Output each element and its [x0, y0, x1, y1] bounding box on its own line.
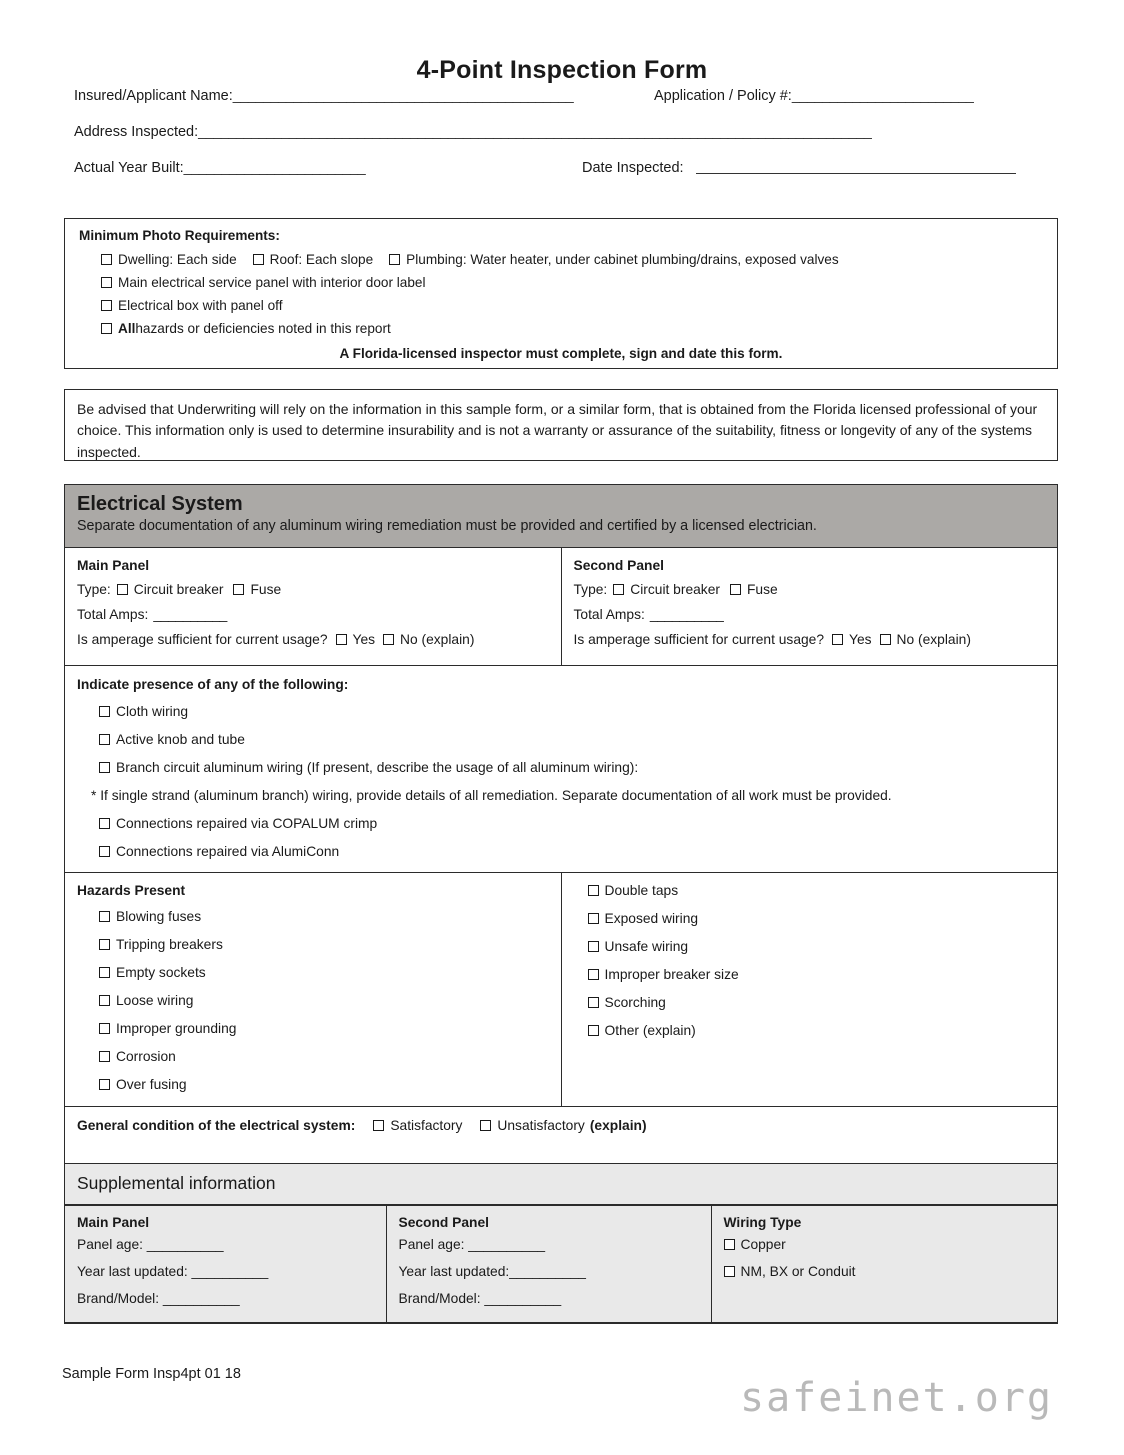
date-inspected-input[interactable]: [696, 173, 1016, 174]
supplemental-main-panel-age[interactable]: Panel age: __________: [77, 1236, 224, 1252]
hazard-unsafe-wiring-label: Unsafe wiring: [604, 938, 689, 954]
second-panel-amps-label: Total Amps:: [573, 606, 645, 622]
main-panel-type-label: Type:: [77, 581, 111, 597]
hazard-empty-sockets-label: Empty sockets: [116, 964, 206, 980]
supplemental-main-panel-cell: [65, 1205, 386, 1322]
checkbox-icon[interactable]: [101, 323, 112, 334]
general-condition-row: [65, 1106, 1058, 1163]
main-panel-amps-label: Total Amps:: [77, 606, 149, 622]
hazard-corrosion[interactable]: [99, 1049, 549, 1064]
indicate-copalum-crimp[interactable]: [99, 816, 1045, 831]
hazards-left-cell: [65, 872, 562, 1106]
checkbox-icon[interactable]: [383, 634, 394, 645]
supplemental-main-panel-title: Main Panel: [77, 1214, 150, 1230]
checkbox-icon[interactable]: [99, 734, 110, 745]
photo-check-main-panel[interactable]: [101, 275, 1043, 290]
checkbox-icon[interactable]: [99, 846, 110, 857]
photo-check-plumbing[interactable]: [389, 252, 838, 267]
main-panel-title: Main Panel: [77, 557, 150, 573]
hazard-other-label: Other (explain): [604, 1022, 696, 1038]
year-built-label: Actual Year Built:: [74, 160, 184, 176]
hazards-present-title: Hazards Present: [77, 882, 186, 898]
main-panel-cell: [65, 547, 562, 665]
hazard-scorching-label: Scorching: [604, 994, 666, 1010]
indicate-branch-aluminum-label: Branch circuit aluminum wiring (If present, describe the usage of all aluminum wiring):: [116, 759, 639, 775]
checkbox-icon[interactable]: [730, 584, 741, 595]
address-input[interactable]: _________________________________________________________________________________________: [198, 124, 872, 140]
second-panel-title: Second Panel: [573, 557, 664, 573]
main-panel-amperage-yes-label: Yes: [352, 631, 376, 647]
second-panel-cell: [561, 547, 1058, 665]
checkbox-icon[interactable]: [880, 634, 891, 645]
insured-name-input[interactable]: _____________________________________________: [232, 88, 574, 104]
hazard-improper-breaker-size-label: Improper breaker size: [604, 966, 739, 982]
photo-check-electrical-box-label: Electrical box with panel off: [118, 298, 283, 313]
checkbox-icon[interactable]: [389, 254, 400, 265]
second-panel-amperage-no-label: No (explain): [896, 631, 971, 647]
electrical-system-table: [64, 484, 1058, 1324]
electrical-system-header: [65, 485, 1058, 548]
policy-row: [654, 88, 973, 105]
photo-check-roof[interactable]: [253, 252, 374, 267]
checkbox-icon[interactable]: [253, 254, 264, 265]
main-panel-amps-row: [77, 607, 549, 622]
policy-label: Application / Policy #:: [654, 88, 792, 104]
general-condition-label: General condition of the electrical system:: [77, 1117, 356, 1133]
address-row: [74, 124, 871, 141]
hazard-over-fusing[interactable]: [99, 1077, 549, 1092]
hazard-improper-breaker-size[interactable]: [588, 967, 1046, 982]
wiring-type-copper[interactable]: [724, 1237, 1046, 1252]
hazard-empty-sockets[interactable]: [99, 965, 549, 980]
main-panel-amperage-row: [77, 632, 549, 647]
general-condition-line: [77, 1118, 1045, 1133]
indicate-presence-cell: [65, 665, 1058, 872]
general-condition-satisfactory[interactable]: [373, 1118, 462, 1133]
date-inspected-row: [582, 160, 1016, 177]
single-strand-note: * If single strand (aluminum branch) wiring, provide details of all remediation. Separate documentation of all work must be provided.: [91, 787, 892, 803]
hazard-double-taps-label: Double taps: [604, 882, 679, 898]
photo-check-electrical-box[interactable]: [101, 298, 1043, 313]
second-panel-amperage-yes-label: Yes: [849, 631, 872, 647]
supplemental-second-panel-title: Second Panel: [398, 1214, 489, 1230]
indicate-knob-and-tube-label: Active knob and tube: [116, 731, 245, 747]
hazard-loose-wiring[interactable]: [99, 993, 549, 1008]
supplemental-wiring-type-title: Wiring Type: [723, 1214, 802, 1230]
indicate-copalum-crimp-label: Connections repaired via COPALUM crimp: [116, 815, 378, 831]
checkbox-icon[interactable]: [588, 969, 599, 980]
photo-check-all-hazards[interactable]: [101, 321, 1043, 336]
advisory-text: Be advised that Underwriting will rely on the information in this sample form, or a similar form, that is obtained from the Florida licensed professional of your choice. This information only is used to determine insurability and is not a warranty or assurance of the suitability, fitness or longevity of any of the systems inspected.: [77, 401, 1038, 460]
second-panel-type-row: [574, 582, 1046, 597]
page-title: 4-Point Inspection Form: [416, 56, 708, 84]
hazard-improper-grounding[interactable]: [99, 1021, 549, 1036]
checkbox-icon[interactable]: [99, 1079, 110, 1090]
checkbox-icon[interactable]: [588, 885, 599, 896]
checkbox-icon[interactable]: [588, 913, 599, 924]
supplemental-heading-row: [65, 1163, 1058, 1204]
indicate-knob-and-tube[interactable]: [99, 732, 1045, 747]
checkbox-icon[interactable]: [724, 1266, 735, 1277]
general-condition-cell: [65, 1106, 1058, 1163]
hazard-unsafe-wiring[interactable]: [588, 939, 1046, 954]
hazard-exposed-wiring[interactable]: [588, 911, 1046, 926]
photo-check-dwelling-label: Dwelling: Each side: [118, 252, 237, 267]
supplemental-second-panel-brand-model[interactable]: Brand/Model: __________: [398, 1290, 562, 1306]
watermark: safeinet.org: [740, 1375, 1053, 1421]
main-panel-amps-input[interactable]: __________: [153, 606, 228, 622]
checkbox-icon[interactable]: [99, 818, 110, 829]
supplemental-main-panel-year-updated[interactable]: Year last updated: __________: [77, 1263, 269, 1279]
indicate-alumiconn-label: Connections repaired via AlumiConn: [116, 843, 340, 859]
checkbox-icon[interactable]: [99, 1051, 110, 1062]
hazard-other[interactable]: [588, 1023, 1046, 1038]
address-label: Address Inspected:: [74, 124, 199, 140]
hazard-over-fusing-label: Over fusing: [116, 1076, 187, 1092]
wiring-type-nm-bx-conduit-label: NM, BX or Conduit: [740, 1263, 856, 1279]
checkbox-icon[interactable]: [101, 254, 112, 265]
photo-requirements-title: Minimum Photo Requirements:: [79, 228, 280, 243]
florida-inspector-note: A Florida-licensed inspector must complete, sign and date this form.: [339, 346, 783, 361]
general-condition-explain-note: (explain): [589, 1117, 647, 1133]
second-panel-type-fuse-label: Fuse: [746, 581, 778, 597]
minimum-photo-requirements-box: [64, 218, 1058, 369]
general-condition-unsatisfactory-label: Unsatisfactory: [497, 1117, 585, 1133]
second-panel-amperage-question: Is amperage sufficient for current usage?: [573, 631, 825, 647]
main-panel-type-row: [77, 582, 549, 597]
checkbox-icon[interactable]: [101, 300, 112, 311]
indicate-cloth-wiring-label: Cloth wiring: [116, 703, 189, 719]
main-panel-type-circuit-breaker-label: Circuit breaker: [133, 581, 224, 597]
checkbox-icon[interactable]: [588, 941, 599, 952]
hazard-tripping-breakers-label: Tripping breakers: [116, 936, 223, 952]
checkbox-icon[interactable]: [613, 584, 624, 595]
checkbox-icon[interactable]: [99, 967, 110, 978]
electrical-system-header-row: [65, 485, 1058, 548]
photo-check-dwelling[interactable]: [101, 252, 237, 267]
electrical-system-heading: Electrical System: [77, 493, 243, 515]
hazard-loose-wiring-label: Loose wiring: [116, 992, 194, 1008]
indicate-cloth-wiring[interactable]: [99, 704, 1045, 719]
checkbox-icon[interactable]: [99, 706, 110, 717]
hazard-tripping-breakers[interactable]: [99, 937, 549, 952]
hazard-improper-grounding-label: Improper grounding: [116, 1020, 237, 1036]
supplemental-table: [65, 1205, 1057, 1323]
checkbox-icon[interactable]: [99, 995, 110, 1006]
policy-input[interactable]: ________________________: [791, 88, 974, 104]
hazard-double-taps[interactable]: [588, 883, 1046, 898]
checkbox-icon[interactable]: [233, 584, 244, 595]
checkbox-icon[interactable]: [117, 584, 128, 595]
indicate-presence-row: [65, 665, 1058, 872]
general-condition-satisfactory-label: Satisfactory: [390, 1117, 463, 1133]
second-panel-type-circuit-breaker-label: Circuit breaker: [630, 581, 720, 597]
wiring-type-nm-bx-conduit[interactable]: [724, 1264, 1046, 1279]
checkbox-icon[interactable]: [99, 1023, 110, 1034]
hazards-row: [65, 872, 1058, 1106]
main-panel-type-fuse-label: Fuse: [250, 581, 282, 597]
hazard-scorching[interactable]: [588, 995, 1046, 1010]
checkbox-icon[interactable]: [99, 939, 110, 950]
supplemental-main-panel-brand-model[interactable]: Brand/Model: __________: [77, 1290, 240, 1306]
insured-name-row: [74, 88, 573, 105]
supplemental-columns-row: [65, 1204, 1058, 1323]
main-panel-amperage-no-label: No (explain): [400, 631, 475, 647]
footer-form-id: Sample Form Insp4pt 01 18: [62, 1366, 241, 1382]
hazard-blowing-fuses[interactable]: [99, 909, 549, 924]
second-panel-amperage-row: [574, 632, 1046, 647]
indicate-alumiconn[interactable]: [99, 844, 1045, 859]
checkbox-icon[interactable]: [480, 1120, 491, 1131]
hazard-exposed-wiring-label: Exposed wiring: [604, 910, 699, 926]
photo-check-plumbing-label: Plumbing: Water heater, under cabinet plumbing/drains, exposed valves: [406, 252, 839, 267]
checkbox-icon[interactable]: [101, 277, 112, 288]
wiring-type-copper-label: Copper: [740, 1236, 786, 1252]
photo-check-main-panel-label: Main electrical service panel with interior door label: [118, 275, 426, 290]
second-panel-type-label: Type:: [573, 581, 608, 597]
supplemental-heading: Supplemental information: [77, 1172, 276, 1193]
photo-requirements-row-1: [101, 252, 1043, 267]
supplemental-wiring-type-cell: [711, 1205, 1057, 1322]
checkbox-icon[interactable]: [99, 911, 110, 922]
general-condition-unsatisfactory[interactable]: [480, 1118, 584, 1133]
year-built-row: [74, 160, 365, 177]
checkbox-icon[interactable]: [588, 1025, 599, 1036]
checkbox-icon[interactable]: [99, 762, 110, 773]
checkbox-icon[interactable]: [588, 997, 599, 1008]
checkbox-icon[interactable]: [832, 634, 843, 645]
date-inspected-label: Date Inspected:: [582, 160, 684, 176]
year-built-input[interactable]: ________________________: [183, 160, 366, 176]
photo-check-roof-label: Roof: Each slope: [269, 252, 374, 267]
checkbox-icon[interactable]: [373, 1120, 384, 1131]
hazards-right-cell: [561, 872, 1058, 1106]
indicate-branch-aluminum[interactable]: [99, 760, 1045, 775]
main-panel-amperage-question: Is amperage sufficient for current usage?: [77, 631, 328, 647]
checkbox-icon[interactable]: [724, 1239, 735, 1250]
second-panel-amps-row: [574, 607, 1046, 622]
supplemental-row: [65, 1205, 1057, 1322]
checkbox-icon[interactable]: [336, 634, 347, 645]
insured-name-label: Insured/Applicant Name:: [74, 88, 233, 104]
photo-check-all-hazards-label: hazards or deficiencies noted in this report: [135, 321, 391, 336]
supplemental-heading-cell: [65, 1163, 1058, 1204]
electrical-system-subheading: Separate documentation of any aluminum wiring remediation must be provided and certified by a licensed electrician.: [77, 518, 817, 534]
second-panel-amps-input[interactable]: __________: [649, 606, 724, 622]
supplemental-second-panel-cell: [386, 1205, 711, 1322]
indicate-presence-title: Indicate presence of any of the following:: [77, 676, 349, 692]
advisory-box: [64, 389, 1058, 461]
supplemental-second-panel-year-updated[interactable]: Year last updated:__________: [398, 1263, 586, 1279]
supplemental-second-panel-age[interactable]: Panel age: __________: [398, 1236, 546, 1252]
panels-row: [65, 547, 1058, 665]
hazard-blowing-fuses-label: Blowing fuses: [116, 908, 202, 924]
photo-check-all-hazards-emphasis: All: [118, 321, 136, 336]
hazard-corrosion-label: Corrosion: [116, 1048, 176, 1064]
supplemental-columns-cell: [65, 1204, 1058, 1323]
